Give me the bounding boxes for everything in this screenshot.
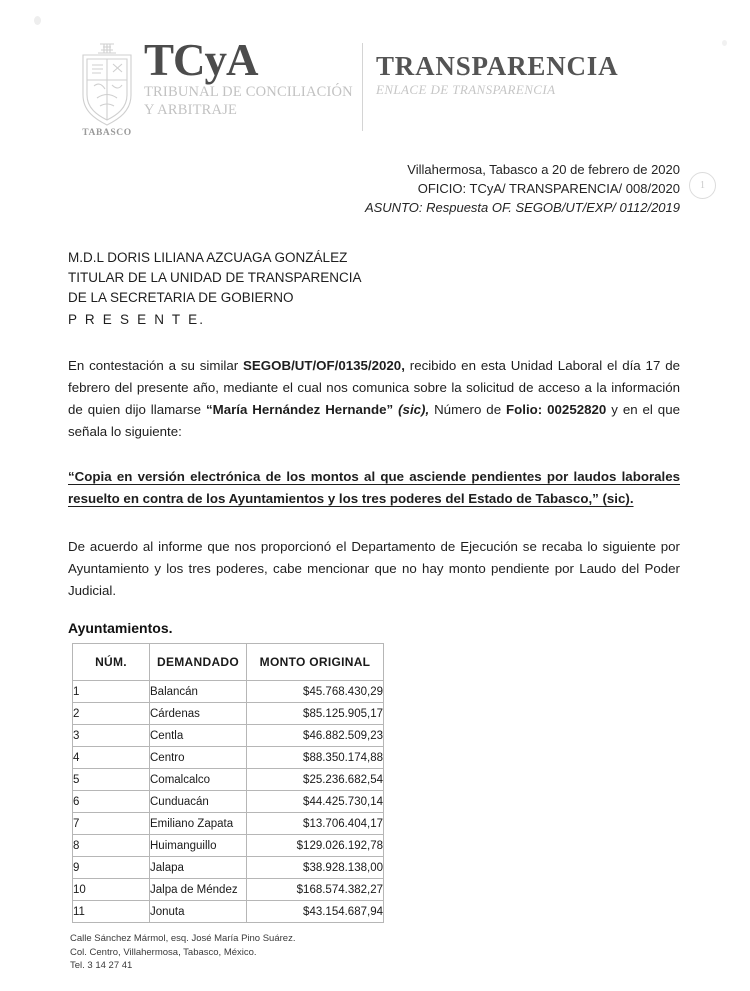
body-paragraph-2: De acuerdo al informe que nos proporcionó el Departamento de Ejecución se recaba lo siguiente por Ayuntamiento y los tres poderes, cabe mencionar que no hay monto pendiente por Laudo del Poder Judicial. bbox=[68, 539, 680, 598]
addressee-org: DE LA SECRETARIA DE GOBIERNO bbox=[68, 290, 294, 305]
table-row bbox=[73, 681, 384, 703]
amounts-table-head bbox=[73, 644, 384, 681]
addressee-presente: P R E S E N T E. bbox=[68, 312, 206, 327]
p1-seg-b: recibido en esta Unidad Laboral el día 17 de febrero del presente año, mediante el cual nos comunica sobre la solicitud de acceso a la información de quien dijo llamarse bbox=[68, 358, 680, 417]
cell-demandado: Cárdenas bbox=[150, 703, 247, 725]
column-header-demandado: DEMANDADO bbox=[150, 644, 247, 681]
tcya-subtitle-line2: Y ARBITRAJE bbox=[144, 102, 238, 118]
addressee-title: TITULAR DE LA UNIDAD DE TRANSPARENCIA bbox=[68, 270, 362, 285]
p1-seg-a: En contestación a su similar bbox=[68, 358, 244, 373]
addressee-name: M.D.L DORIS LILIANA AZCUAGA GONZÁLEZ bbox=[68, 250, 348, 265]
column-header-monto: MONTO ORIGINAL bbox=[247, 644, 384, 681]
p1-folio: Folio: 00252820 bbox=[506, 402, 607, 417]
cell-demandado: Jonuta bbox=[150, 901, 247, 923]
amounts-table bbox=[72, 643, 384, 923]
letterhead bbox=[68, 35, 682, 138]
footer-line-city: Col. Centro, Villahermosa, Tabasco, México. bbox=[70, 946, 257, 958]
cell-num: 10 bbox=[73, 879, 150, 901]
cell-num: 4 bbox=[73, 747, 150, 769]
cell-demandado: Centro bbox=[150, 747, 247, 769]
amounts-table-body bbox=[73, 681, 384, 923]
p1-reference: SEGOB/UT/OF/0135/2020, bbox=[243, 358, 405, 373]
addressee-block bbox=[68, 248, 568, 330]
cell-num: 5 bbox=[73, 769, 150, 791]
cell-demandado: Emiliano Zapata bbox=[150, 813, 247, 835]
table-row bbox=[73, 725, 384, 747]
table-row bbox=[73, 879, 384, 901]
table-row bbox=[73, 813, 384, 835]
letterhead-divider bbox=[362, 43, 363, 131]
cell-num: 8 bbox=[73, 835, 150, 857]
scan-artifact-top-right bbox=[722, 40, 727, 46]
ref-oficio: OFICIO: TCyA/ TRANSPARENCIA/ 008/2020 bbox=[417, 181, 680, 196]
p1-requester-name: “María Hernández Hernande” bbox=[205, 402, 394, 417]
p1-sic: (sic), bbox=[393, 402, 430, 417]
cell-num: 1 bbox=[73, 681, 150, 703]
cell-num: 7 bbox=[73, 813, 150, 835]
cell-monto: $38.928.138,00 bbox=[247, 857, 384, 879]
cell-num: 2 bbox=[73, 703, 150, 725]
quoted-request: “Copia en versión electrónica de los montos al que asciende pendientes por laudos laborales resuelto en contra de los Ayuntamientos y los tres poderes del Estado de Tabasco,” (sic). bbox=[68, 469, 680, 506]
table-row bbox=[73, 901, 384, 923]
cell-monto: $129.026.192,78 bbox=[247, 835, 384, 857]
table-row bbox=[73, 791, 384, 813]
table-header-row bbox=[73, 644, 384, 681]
cell-monto: $88.350.174,88 bbox=[247, 747, 384, 769]
table-row bbox=[73, 769, 384, 791]
crest-label: TABASCO bbox=[82, 128, 132, 138]
cell-demandado: Balancán bbox=[150, 681, 247, 703]
cell-monto: $168.574.382,27 bbox=[247, 879, 384, 901]
ref-asunto: ASUNTO: Respuesta OF. SEGOB/UT/EXP/ 0112/2019 bbox=[364, 200, 680, 215]
table-row bbox=[73, 747, 384, 769]
cell-monto: $85.125.905,17 bbox=[247, 703, 384, 725]
transparencia-subtitle: ENLACE DE TRANSPARENCIA bbox=[376, 82, 556, 97]
cell-num: 6 bbox=[73, 791, 150, 813]
cell-monto: $45.768.430,29 bbox=[247, 681, 384, 703]
cell-demandado: Centla bbox=[150, 725, 247, 747]
tcya-wordmark bbox=[144, 35, 356, 119]
cell-demandado: Comalcalco bbox=[150, 769, 247, 791]
cell-monto: $13.706.404,17 bbox=[247, 813, 384, 835]
footer-address bbox=[70, 932, 295, 973]
cell-demandado: Huimanguillo bbox=[150, 835, 247, 857]
table-heading: Ayuntamientos. bbox=[68, 620, 173, 636]
cell-demandado: Jalpa de Méndez bbox=[150, 879, 247, 901]
column-header-num: NÚM. bbox=[73, 644, 150, 681]
cell-monto: $43.154.687,94 bbox=[247, 901, 384, 923]
footer-line-street: Calle Sánchez Mármol, esq. José María Pino Suárez. bbox=[70, 933, 296, 944]
transparencia-title: TRANSPARENCIA bbox=[376, 51, 619, 81]
cell-num: 3 bbox=[73, 725, 150, 747]
cell-num: 11 bbox=[73, 901, 150, 923]
cell-monto: $46.882.509,23 bbox=[247, 725, 384, 747]
cell-demandado: Jalapa bbox=[150, 857, 247, 879]
reference-block bbox=[240, 160, 680, 217]
p1-seg-c: Número de bbox=[429, 402, 507, 417]
tabasco-coat-of-arms-icon bbox=[70, 40, 144, 138]
scan-artifact-top-left bbox=[34, 16, 41, 25]
cell-monto: $44.425.730,14 bbox=[247, 791, 384, 813]
p1-seg-d: y en el que señala lo siguiente: bbox=[68, 402, 680, 439]
table-row bbox=[73, 835, 384, 857]
cell-num: 9 bbox=[73, 857, 150, 879]
ref-place-date: Villahermosa, Tabasco a 20 de febrero de 2020 bbox=[407, 162, 680, 177]
cell-demandado: Cunduacán bbox=[150, 791, 247, 813]
transparencia-mark bbox=[376, 51, 676, 98]
footer-line-phone: Tel. 3 14 27 41 bbox=[70, 960, 133, 971]
tcya-subtitle-line1: TRIBUNAL DE CONCILIACIÓN bbox=[144, 84, 353, 100]
table-row bbox=[73, 857, 384, 879]
page-number-stamp: 1 bbox=[689, 172, 716, 199]
table-row bbox=[73, 703, 384, 725]
body-paragraph-1 bbox=[68, 355, 680, 443]
tcya-acronym: TCyA bbox=[144, 35, 258, 85]
cell-monto: $25.236.682,54 bbox=[247, 769, 384, 791]
